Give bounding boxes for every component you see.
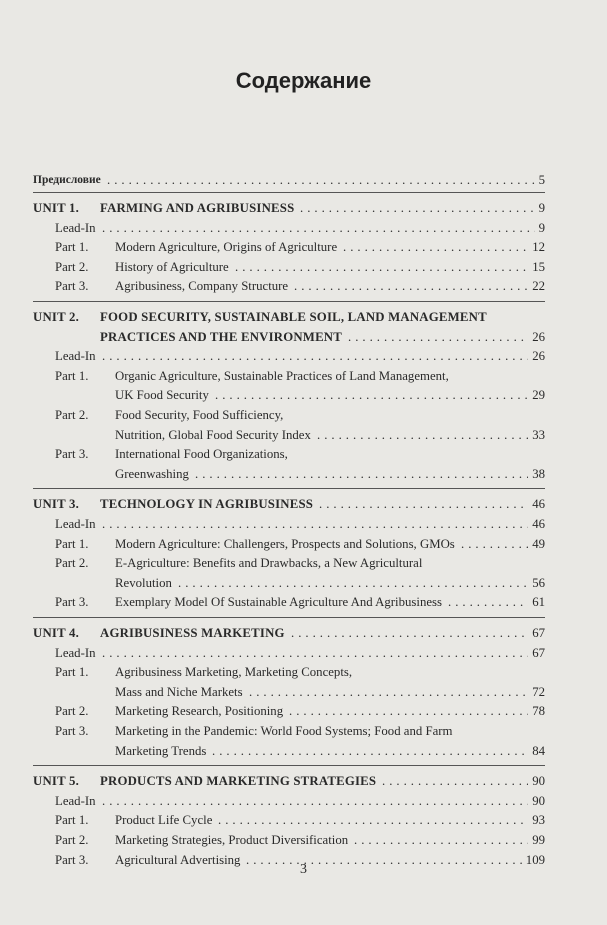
toc-unit-2-part-2-line-2[interactable]	[33, 426, 545, 444]
toc-unit-2-part-0-page-number: 26	[532, 349, 545, 364]
toc-unit-5-page-number: 90	[532, 774, 545, 789]
dot-leader	[178, 574, 528, 592]
toc-unit-1-part-0-page-number: 9	[538, 220, 545, 235]
toc-unit-2-part-1-line-2[interactable]	[33, 386, 545, 404]
dot-leader	[289, 702, 528, 720]
toc-unit-5-part-0-page-number: 90	[532, 793, 545, 808]
toc-unit-2-part-1-title: Organic Agriculture, Sustainable Practices of Land Management,	[115, 368, 449, 383]
toc-unit-4-part-3-label: Part 3.	[55, 724, 89, 738]
toc-entry-preface[interactable]	[33, 171, 545, 189]
toc-unit-3-part-2-title: E-Agriculture: Benefits and Drawbacks, a New Agricultural	[115, 556, 423, 571]
toc-unit-3-part-3[interactable]	[33, 593, 545, 611]
toc-unit-4-part-1[interactable]	[33, 663, 545, 681]
section-divider	[33, 617, 545, 618]
toc-unit-1-part-1-page-number: 12	[532, 240, 545, 255]
toc-unit-3-page-number: 46	[532, 497, 545, 512]
toc-unit-4-part-1-title: Agribusiness Marketing, Marketing Concepts,	[115, 665, 353, 680]
toc-entry-preface-label: Предисловие	[33, 174, 101, 186]
dot-leader	[249, 683, 528, 701]
toc-unit-1-part-2-page-number: 15	[532, 259, 545, 274]
dot-leader	[461, 535, 528, 553]
toc-unit-2-part-3-label: Part 3.	[55, 447, 89, 462]
toc-unit-1-part-2-title: History of Agriculture	[115, 259, 229, 274]
toc-unit-5-part-3-page-number: 109	[525, 852, 545, 867]
toc-unit-3-part-1-page-number: 49	[532, 536, 545, 551]
page-number: 3	[300, 862, 307, 877]
dot-leader	[291, 624, 528, 642]
toc-unit-1-part-2[interactable]	[33, 258, 545, 276]
toc-unit-1-part-3-page-number: 22	[532, 279, 545, 294]
dot-leader	[343, 238, 528, 256]
toc-unit-3-part-2-label: Part 2.	[55, 556, 89, 571]
toc-unit-5-part-0-label: Lead-In	[55, 793, 96, 808]
toc-unit-5-part-2-page-number: 99	[532, 833, 545, 847]
toc-unit-2-part-3[interactable]	[33, 445, 545, 463]
toc-unit-4-page-number: 67	[532, 626, 545, 640]
dot-leader	[382, 772, 528, 790]
dot-leader	[448, 593, 528, 611]
toc-unit-2-label: UNIT 2.	[33, 310, 79, 324]
toc-unit-4-part-3-title: Marketing in the Pandemic: World Food Systems; Food and Farm	[115, 724, 453, 738]
toc-unit-2-part-3-title: International Food Organizations,	[115, 447, 288, 462]
toc-unit-2-part-3-line-2-page-number: 38	[532, 466, 545, 481]
toc-unit-5-part-2-title: Marketing Strategies, Product Diversification	[115, 833, 349, 847]
toc-unit-3-part-3-label: Part 3.	[55, 595, 89, 610]
toc-unit-2[interactable]	[33, 308, 545, 326]
dot-leader	[195, 465, 528, 483]
dot-leader	[319, 495, 528, 513]
toc-unit-2-part-2-label: Part 2.	[55, 408, 89, 422]
toc-unit-3-part-2-line-2[interactable]	[33, 574, 545, 592]
toc-unit-3-part-2-line-2-page-number: 56	[532, 575, 545, 590]
dot-leader	[215, 386, 528, 404]
toc-unit-1-part-0[interactable]	[33, 219, 545, 237]
toc-unit-3-part-2[interactable]	[33, 554, 545, 572]
toc-unit-5[interactable]	[33, 772, 545, 790]
toc-unit-1-part-3-label: Part 3.	[55, 279, 89, 294]
toc-unit-1-part-3[interactable]	[33, 277, 545, 295]
toc-unit-1[interactable]	[33, 199, 545, 217]
toc-unit-3-label: UNIT 3.	[33, 497, 79, 512]
toc-unit-2-line-2-title: PRACTICES AND THE ENVIRONMENT	[100, 329, 342, 344]
toc-unit-4-part-1-line-2[interactable]	[33, 683, 545, 701]
toc-unit-5-part-3-label: Part 3.	[55, 852, 89, 867]
toc-unit-3-part-0-page-number: 46	[532, 517, 545, 531]
toc-unit-4-part-1-label: Part 1.	[55, 665, 89, 680]
dot-leader	[102, 347, 528, 365]
toc-unit-4-part-0[interactable]	[33, 644, 545, 662]
toc-unit-5-title: PRODUCTS AND MARKETING STRATEGIES	[100, 774, 377, 789]
dot-leader	[300, 199, 535, 217]
toc-unit-1-part-1-title: Modern Agriculture, Origins of Agriculture	[115, 240, 338, 255]
toc-unit-4-title: AGRIBUSINESS MARKETING	[100, 626, 285, 640]
toc-unit-5-part-1-title: Product Life Cycle	[115, 813, 213, 828]
toc-unit-3-part-0[interactable]	[33, 515, 545, 533]
toc-unit-4-part-2-page-number: 78	[532, 704, 545, 719]
toc-unit-1-title: FARMING AND AGRIBUSINESS	[100, 201, 295, 215]
toc-unit-2-line-2-page-number: 26	[532, 329, 545, 344]
dot-leader	[218, 811, 528, 829]
toc-entry-preface-page-number: 5	[538, 173, 545, 187]
toc-unit-2-part-0[interactable]	[33, 347, 545, 365]
toc-unit-2-part-0-label: Lead-In	[55, 349, 96, 364]
dot-leader	[102, 219, 535, 237]
section-divider	[33, 301, 545, 302]
toc-unit-3-part-0-label: Lead-In	[55, 517, 96, 531]
toc-unit-5-part-0[interactable]	[33, 792, 545, 810]
toc-unit-4-label: UNIT 4.	[33, 626, 79, 640]
toc-unit-1-label: UNIT 1.	[33, 201, 79, 215]
toc-unit-1-part-3-title: Agribusiness, Company Structure	[115, 279, 289, 294]
dot-leader	[102, 515, 528, 533]
toc-unit-2-part-1[interactable]	[33, 367, 545, 385]
dot-leader	[294, 277, 528, 295]
toc-unit-3-part-3-page-number: 61	[532, 595, 545, 610]
toc-unit-5-part-1-page-number: 93	[532, 813, 545, 828]
dot-leader	[317, 426, 528, 444]
toc-unit-4-part-3-line-2[interactable]	[33, 742, 545, 760]
toc-unit-4-part-3-line-2-page-number: 84	[532, 743, 545, 758]
toc-unit-2-part-2[interactable]	[33, 406, 545, 424]
toc-unit-4-part-0-label: Lead-In	[55, 645, 96, 660]
toc-unit-4-part-2-title: Marketing Research, Positioning	[115, 704, 284, 719]
toc-unit-2-part-1-line-2-page-number: 29	[532, 388, 545, 403]
toc-unit-2-part-2-line-2-title: Nutrition, Global Food Security Index	[115, 427, 311, 442]
toc-unit-3-part-1-label: Part 1.	[55, 536, 89, 551]
toc-unit-3-title: TECHNOLOGY IN AGRIBUSINESS	[100, 497, 314, 512]
toc-unit-5-part-2[interactable]	[33, 831, 545, 849]
toc-unit-5-part-1[interactable]	[33, 811, 545, 829]
page-title: Содержание	[235, 68, 372, 93]
toc-unit-5-part-3-title: Agricultural Advertising	[115, 852, 241, 867]
toc-unit-4-part-1-line-2-page-number: 72	[532, 684, 545, 699]
toc-unit-4-part-0-page-number: 67	[532, 645, 545, 660]
toc-unit-3-part-3-title: Exemplary Model Of Sustainable Agriculture And Agribusiness	[115, 595, 442, 610]
toc-unit-2-part-3-line-2-title: Greenwashing	[115, 466, 189, 481]
toc-unit-5-part-1-label: Part 1.	[55, 813, 89, 828]
toc-unit-1-page-number: 9	[538, 201, 545, 215]
toc-unit-2-title: FOOD SECURITY, SUSTAINABLE SOIL, LAND MANAGEMENT	[100, 310, 487, 324]
toc-unit-4-part-3-line-2-title: Marketing Trends	[115, 743, 207, 758]
dot-leader	[348, 328, 528, 346]
toc-unit-4-part-1-line-2-title: Mass and Niche Markets	[115, 684, 243, 699]
section-divider	[33, 488, 545, 489]
toc-unit-2-line-2[interactable]	[33, 328, 545, 346]
toc-unit-1-part-1-label: Part 1.	[55, 240, 89, 255]
dot-leader	[102, 792, 528, 810]
toc-unit-2-part-2-title: Food Security, Food Sufficiency,	[115, 408, 284, 422]
dot-leader	[354, 831, 528, 849]
toc-unit-5-part-2-label: Part 2.	[55, 833, 89, 847]
toc-unit-4-part-2-label: Part 2.	[55, 704, 89, 719]
toc-unit-4-part-3[interactable]	[33, 722, 545, 740]
toc-unit-2-part-3-line-2[interactable]	[33, 465, 545, 483]
toc-unit-3-part-1-title: Modern Agriculture: Challengers, Prospects and Solutions, GMOs	[115, 536, 455, 551]
toc-unit-1-part-1[interactable]	[33, 238, 545, 256]
section-divider	[33, 192, 545, 193]
toc-unit-2-part-1-line-2-title: UK Food Security	[115, 388, 209, 403]
toc-unit-1-part-0-label: Lead-In	[55, 220, 96, 235]
toc-unit-3-part-2-line-2-title: Revolution	[115, 575, 172, 590]
dot-leader	[212, 742, 528, 760]
toc-unit-4[interactable]	[33, 624, 545, 642]
dot-leader	[107, 171, 535, 189]
section-divider	[33, 765, 545, 766]
toc-unit-3[interactable]	[33, 495, 545, 513]
toc-unit-3-part-1[interactable]	[33, 535, 545, 553]
toc-unit-2-part-2-line-2-page-number: 33	[532, 427, 545, 442]
toc-unit-2-part-1-label: Part 1.	[55, 368, 89, 383]
dot-leader	[102, 644, 528, 662]
toc-unit-1-part-2-label: Part 2.	[55, 259, 89, 274]
toc-unit-5-label: UNIT 5.	[33, 774, 79, 789]
dot-leader	[235, 258, 528, 276]
toc-unit-4-part-2[interactable]	[33, 702, 545, 720]
